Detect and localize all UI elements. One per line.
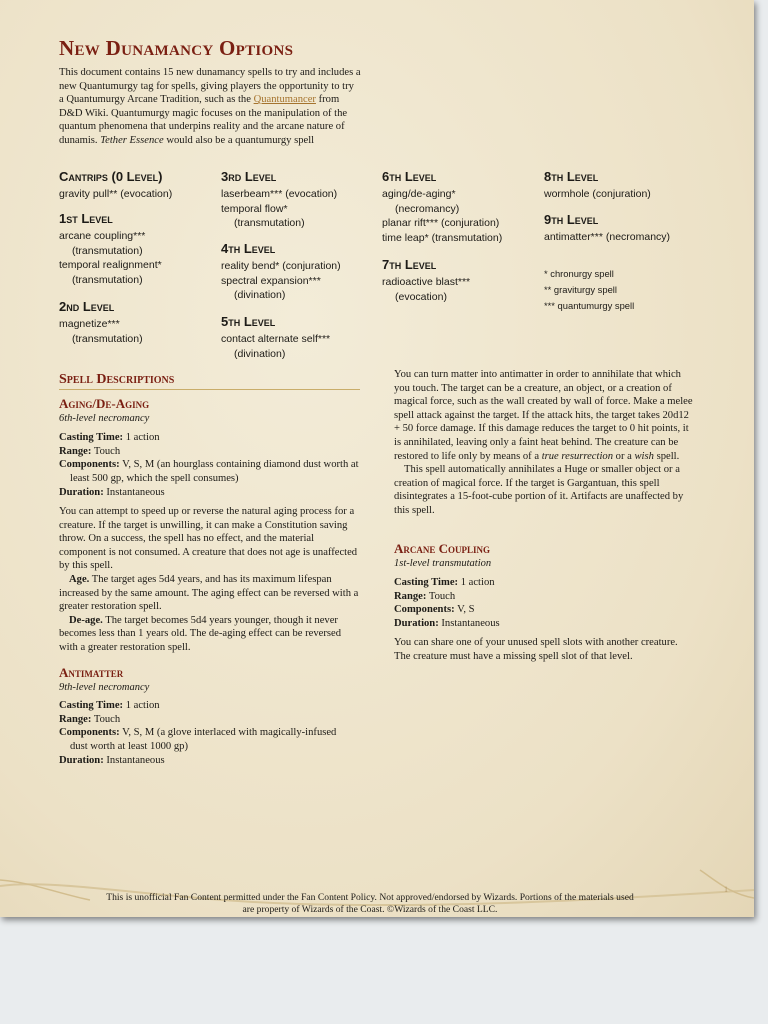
level-5-list: contact alternate self*** (divination) <box>221 333 331 360</box>
arcane-coupling-spell-title: Arcane Coupling <box>394 541 491 556</box>
page-title: New Dunamancy Options <box>59 36 294 60</box>
legend-chronurgy: * chronurgy spell <box>544 268 614 279</box>
level-9-list: antimatter*** (necromancy) <box>544 231 671 243</box>
level-4-list: reality bend* (conjuration) spectral expansion*** (divination) <box>221 260 341 301</box>
spell-descriptions-heading: Spell Descriptions <box>59 372 360 390</box>
legal-footer: This is unofficial Fan Content permitted under the Fan Content Policy. Not approved/endorsed by Wizards. Portions of the materials used are property of Wizards of the Coast. ©Wizards of the Coast LLC. <box>106 892 634 915</box>
level-1-list: arcane coupling*** (transmutation) temporal realignment* (transmutation) <box>59 230 162 286</box>
aging-spell-title: Aging/De-Aging <box>59 396 150 411</box>
level-5-heading: 5th Level <box>221 314 276 329</box>
legend-graviturgy: ** graviturgy spell <box>544 284 617 295</box>
cantrips-heading: Cantrips (0 Level) <box>59 169 163 184</box>
intro-paragraph: This document contains 15 new dunamancy spells to try and includes a new Quantumurgy tag for spells, giving players the opportunity to try a Quantumurgy Arcane Tradition, such as the Quantumancer from D&D Wiki. Quantumurgy magic focuses on the manipulation of the quantum phenomena that underpins reality and the arcane nature of dunamis. Tether Essence would also be a quantumurgy spell <box>59 67 361 146</box>
level-2-heading: 2nd Level <box>59 299 115 314</box>
page-number: 1 <box>724 885 728 894</box>
antimatter-spell-stats: Casting Time: 1 action Range: Touch Components: V, S, M (a glove interlaced with magically-infused dust worth at least 1000 gp) Duration: Instantaneous <box>59 700 337 766</box>
arcane-coupling-spell-stats: Casting Time: 1 action Range: Touch Components: V, S Duration: Instantaneous <box>394 577 500 630</box>
level-8-heading: 8th Level <box>544 169 599 184</box>
level-4-heading: 4th Level <box>221 241 276 256</box>
level-8-list: wormhole (conjuration) <box>544 188 651 200</box>
arcane-coupling-spell-level: 1st-level transmutation <box>394 558 492 569</box>
level-3-heading: 3rd Level <box>221 169 277 184</box>
antimatter-spell-level: 9th-level necromancy <box>59 682 150 693</box>
legend-quantumurgy: *** quantumurgy spell <box>544 300 635 311</box>
level-7-list: radioactive blast*** (evocation) <box>382 276 471 303</box>
level-2-list: magnetize*** (transmutation) <box>59 318 143 345</box>
cantrips-list: gravity pull** (evocation) <box>59 188 173 200</box>
antimatter-spell-description: You can turn matter into antimatter in order to annihilate that which you touch. The target can be a creature, an object, or a creation of magical force, such as the wall created by wall of force. Make a melee spell attack against the target. If the attack hits, the target takes 20d12 + 50 force damage. If this damage reduces the target to 0 hit points, it is annihilated, leaving only a faint heat behind. The creature can be restored to life only by means of a true resurrection or a wish spell. This spell automatically annihilates a Huge or smaller object or a creation of magical force. If the target is Gargantuan, this spell disintegrates a 15-foot-cube portion of it. Artifacts are unaffected by this spell. <box>394 369 693 516</box>
aging-spell-description: You can attempt to speed up or reverse the natural aging process for a creature. If the target is unwilling, it can make a Constitution saving throw. On a success, the spell has no effect, and the material component is not consumed. A creature that does not age is unaffected by this spell. Age. The target ages 5d4 years, and has its maximum lifespan increased by the same amount. The aging effect can be reversed with a greater restoration spell. De-age. The target becomes 5d4 years younger, though it never becomes less than 1 years old. The de-aging effect can be reversed with a greater restoration spell. <box>59 506 359 653</box>
aging-spell-level: 6th-level necromancy <box>59 413 150 424</box>
aging-spell-stats: Casting Time: 1 action Range: Touch Components: V, S, M (an hourglass containing diamond dust worth at least 500 gp, which the spell consumes) Duration: Instantaneous <box>59 432 359 498</box>
level-1-heading: 1st Level <box>59 211 113 226</box>
arcane-coupling-spell-description: You can share one of your unused spell slots with another creature. The creature must have a missing spell slot of that level. <box>394 637 678 662</box>
level-9-heading: 9th Level <box>544 212 599 227</box>
antimatter-spell-title: Antimatter <box>59 665 124 680</box>
quantumancer-link[interactable]: Quantumancer <box>253 94 316 106</box>
level-6-list: aging/de-aging* (necromancy) planar rift*** (conjuration) time leap* (transmutation) <box>382 188 503 244</box>
level-6-heading: 6th Level <box>382 169 437 184</box>
level-7-heading: 7th Level <box>382 257 437 272</box>
level-3-list: laserbeam*** (evocation) temporal flow* (transmutation) <box>221 188 338 229</box>
spell-tag-legend <box>544 266 634 314</box>
